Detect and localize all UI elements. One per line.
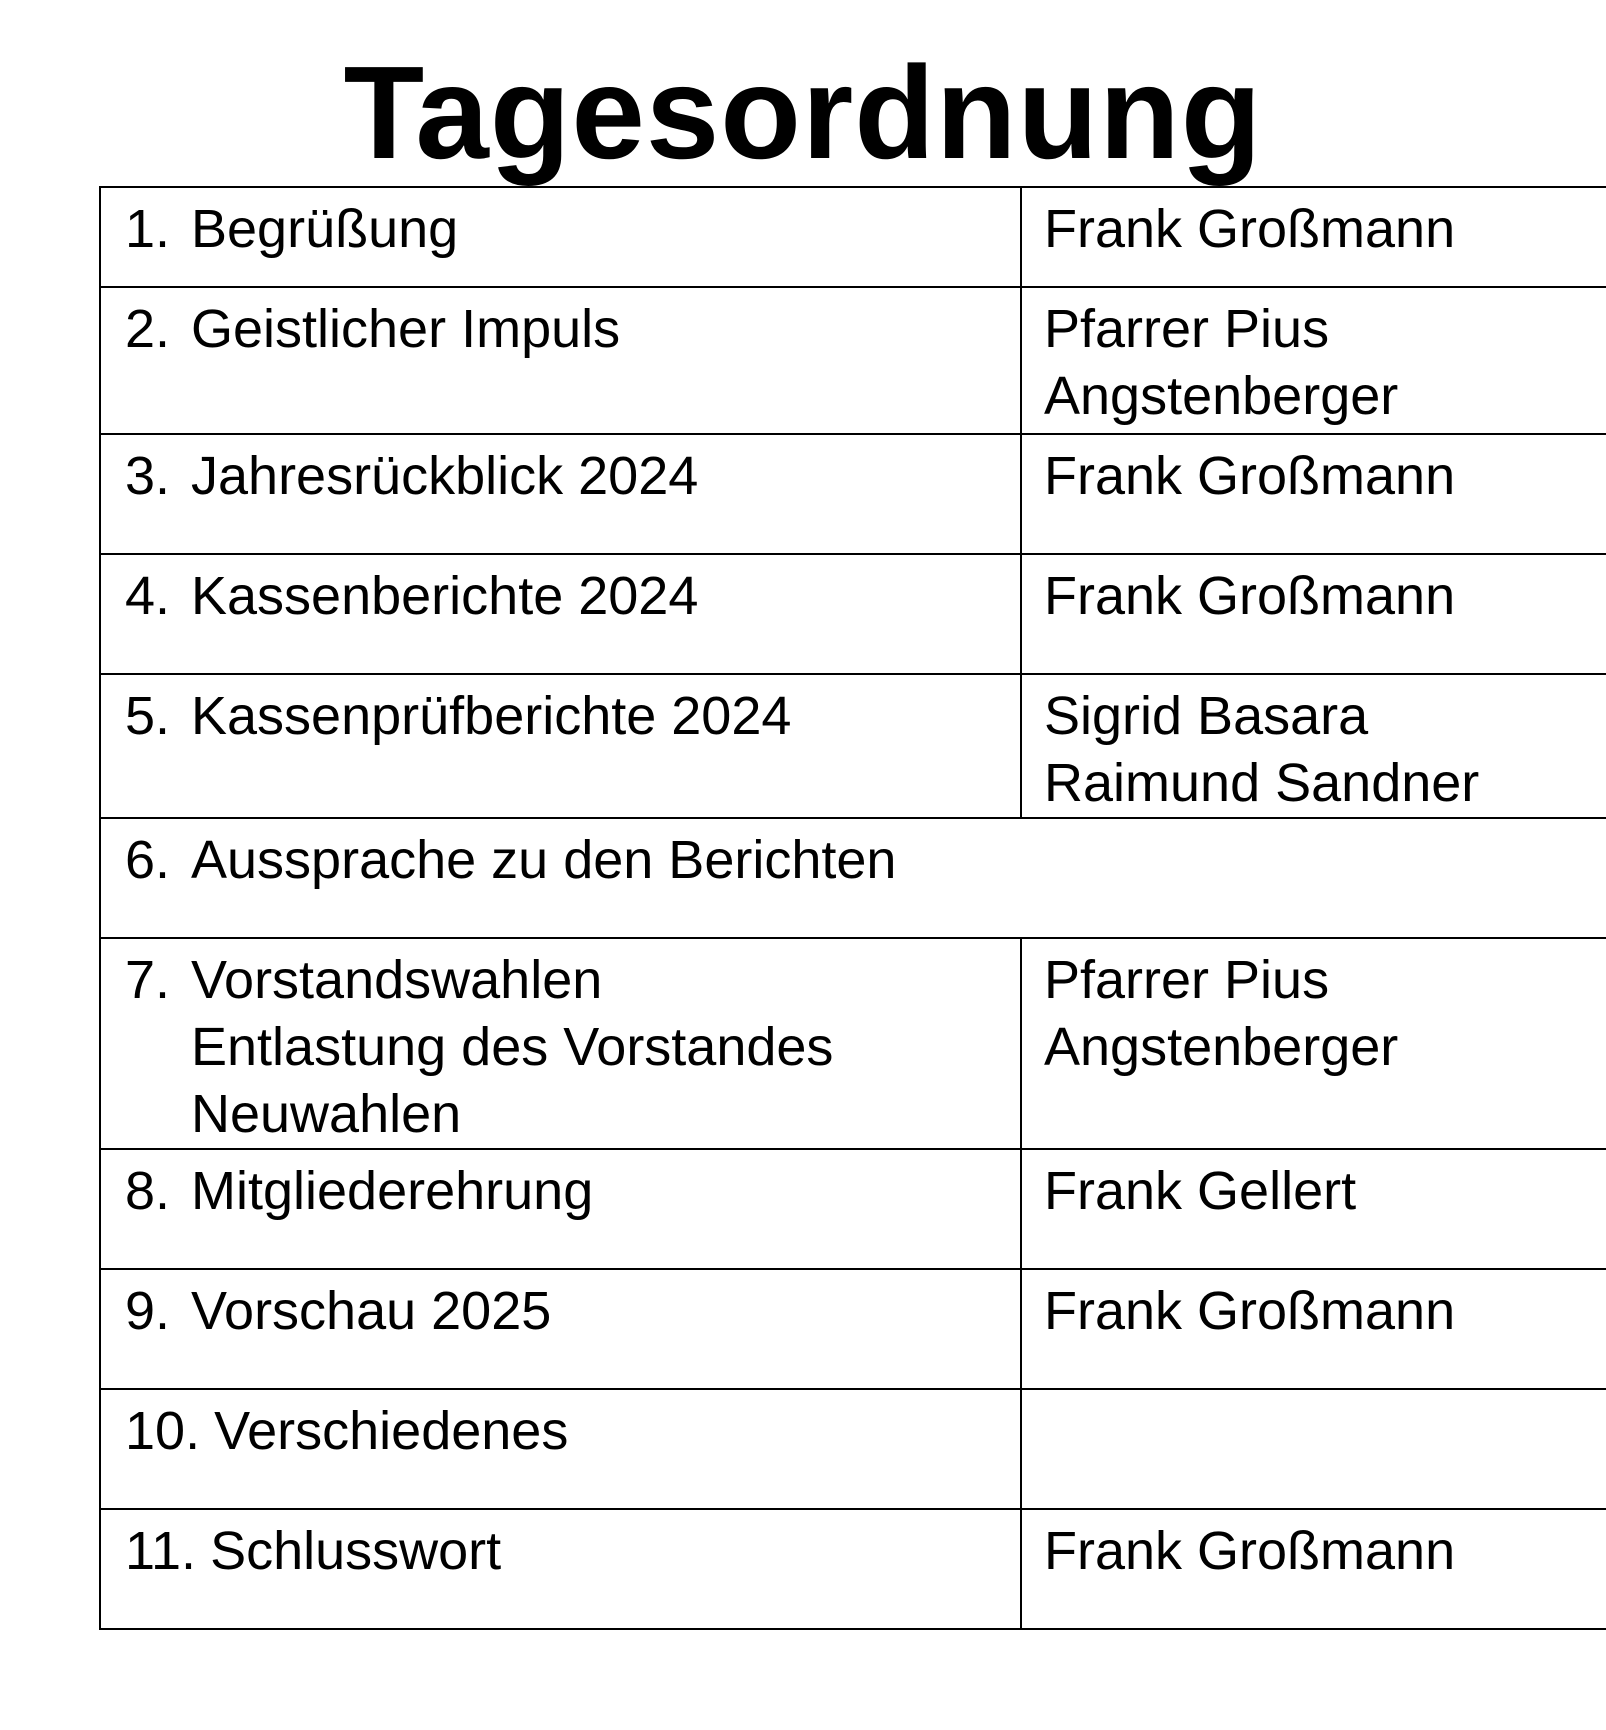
agenda-item-number: 11. [125, 1521, 197, 1581]
agenda-item-topic: Kassenprüfberichte 2024 [191, 686, 792, 746]
agenda-item-topic: Geistlicher Impuls [191, 299, 621, 359]
agenda-topic-cell [100, 287, 1021, 434]
agenda-item-number: 7. [125, 950, 171, 1010]
agenda-speaker-cell [1021, 938, 1606, 1149]
agenda-item-number: 3. [125, 446, 171, 506]
agenda-item-topic: Aussprache zu den Berichten [191, 830, 897, 890]
agenda-item-topic: Kassenberichte 2024 [191, 566, 699, 626]
agenda-item-topic: Vorstandswahlen [191, 950, 603, 1010]
agenda-topic-cell [100, 818, 1606, 938]
agenda-item-speaker: Sigrid Basara [1044, 686, 1369, 746]
agenda-speaker-cell [1021, 187, 1606, 287]
agenda-speaker-cell [1021, 1389, 1606, 1509]
agenda-item-subtopic: Entlastung des Vorstandes [191, 1017, 834, 1077]
agenda-item-number: 2. [125, 299, 171, 359]
agenda-speaker-cell [1021, 554, 1606, 674]
agenda-item-speaker: Pfarrer Pius [1044, 299, 1330, 359]
page-title: Tagesordnung [343, 39, 1263, 186]
agenda-row-6 [100, 818, 1606, 938]
agenda-topic-cell [100, 938, 1021, 1149]
agenda-item-topic: Mitgliederehrung [191, 1161, 594, 1221]
agenda-item-speaker: Frank Großmann [1044, 1281, 1456, 1341]
agenda-row-10 [100, 1389, 1606, 1509]
agenda-topic-cell [100, 1269, 1021, 1389]
agenda-row-4 [100, 554, 1606, 674]
agenda-row-9 [100, 1269, 1606, 1389]
agenda-row-3 [100, 434, 1606, 554]
agenda-row-11 [100, 1509, 1606, 1629]
agenda-item-topic: Begrüßung [191, 199, 459, 259]
agenda-item-number: 8. [125, 1161, 171, 1221]
agenda-item-topic: Jahresrückblick 2024 [191, 446, 699, 506]
agenda-topic-cell [100, 554, 1021, 674]
agenda-speaker-cell [1021, 1269, 1606, 1389]
agenda-item-number: 4. [125, 566, 171, 626]
agenda-item-speaker: Pfarrer Pius [1044, 950, 1330, 1010]
agenda-row-1 [100, 187, 1606, 287]
agenda-item-topic: Schlusswort [210, 1521, 502, 1581]
agenda-item-speaker: Frank Großmann [1044, 199, 1456, 259]
agenda-item-subtopic: Neuwahlen [191, 1084, 462, 1144]
agenda-row-7 [100, 938, 1606, 1149]
agenda-item-number: 1. [125, 199, 171, 259]
agenda-topic-cell [100, 1509, 1021, 1629]
agenda-table [99, 186, 1606, 1630]
agenda-row-2 [100, 287, 1606, 434]
agenda-row-8 [100, 1149, 1606, 1269]
agenda-speaker-cell [1021, 1509, 1606, 1629]
agenda-row-5 [100, 674, 1606, 818]
agenda-item-speaker: Raimund Sandner [1044, 753, 1480, 813]
agenda-item-number: 10. [125, 1401, 201, 1461]
agenda-speaker-cell [1021, 1149, 1606, 1269]
agenda-topic-cell [100, 1389, 1021, 1509]
agenda-item-speaker: Frank Großmann [1044, 566, 1456, 626]
agenda-topic-cell [100, 1149, 1021, 1269]
agenda-speaker-cell [1021, 434, 1606, 554]
agenda-item-speaker: Frank Großmann [1044, 446, 1456, 506]
agenda-item-speaker: Angstenberger [1044, 366, 1399, 426]
agenda-item-topic: Verschiedenes [214, 1401, 569, 1461]
agenda-item-speaker: Frank Gellert [1044, 1161, 1357, 1221]
agenda-item-speaker: Angstenberger [1044, 1017, 1399, 1077]
agenda-item-number: 6. [125, 830, 171, 890]
agenda-speaker-cell [1021, 287, 1606, 434]
agenda-topic-cell [100, 434, 1021, 554]
agenda-item-number: 9. [125, 1281, 171, 1341]
agenda-topic-cell [100, 187, 1021, 287]
agenda-speaker-cell [1021, 674, 1606, 818]
agenda-item-speaker: Frank Großmann [1044, 1521, 1456, 1581]
agenda-item-number: 5. [125, 686, 171, 746]
agenda-item-topic: Vorschau 2025 [191, 1281, 552, 1341]
agenda-topic-cell [100, 674, 1021, 818]
